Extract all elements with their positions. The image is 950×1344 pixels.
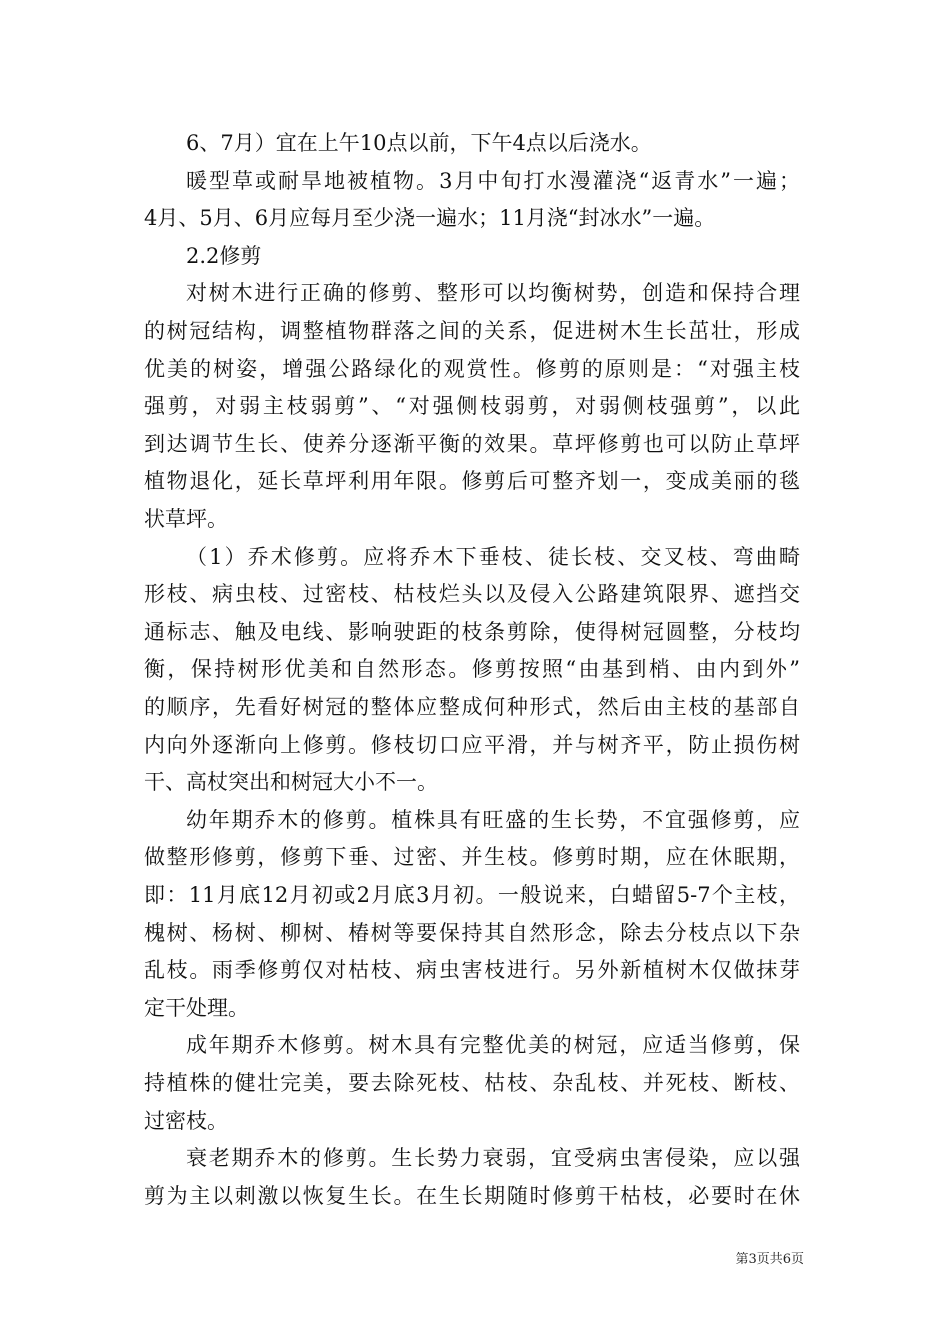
text-line: 乱枝。雨季修剪仅对枯枝、病虫害枝进行。另外新植树木仅做抹芽	[144, 958, 800, 983]
text-line: 到达调节生长、使养分逐渐平衡的效果。草坪修剪也可以防止草坪	[144, 431, 800, 456]
text-line: 通标志、触及电线、影响驶距的枝条剪除，使得树冠圆整，分枝均	[144, 619, 800, 644]
text-line: 过密枝。	[144, 1108, 228, 1133]
text-line: 定干处理。	[144, 995, 249, 1020]
text-line: 剪为主以刺激以恢复生长。在生长期随时修剪干枯枝，必要时在休	[144, 1183, 800, 1208]
text-line: 形枝、病虫枝、过密枝、枯枝烂头以及侵入公路建筑限界、遮挡交	[144, 582, 800, 607]
text-line: 做整形修剪，修剪下垂、过密、并生枝。修剪时期，应在休眠期，	[144, 845, 800, 870]
text-line: 持植株的健壮完美，要去除死枝、枯枝、杂乱枝、并死枝、断枝、	[144, 1071, 800, 1095]
text-line: 2.2修剪	[186, 243, 262, 268]
text-line: 成年期乔木修剪。树木具有完整优美的树冠，应适当修剪，保	[186, 1033, 800, 1058]
text-line: 对树木进行正确的修剪、整形可以均衡树势，创造和保持合理	[186, 281, 800, 306]
text-line: 内向外逐渐向上修剪。修枝切口应平滑，并与树齐平，防止损伤树	[144, 732, 800, 757]
text-line: 强剪，对弱主枝弱剪”、“对强侧枝弱剪，对弱侧枝强剪”，以此	[144, 394, 800, 419]
text-line: 幼年期乔木的修剪。植株具有旺盛的生长势，不宜强修剪，应	[186, 807, 800, 832]
text-line: 即：11月底12月初或2月底3月初。一般说来，白蜡留5-7个主枝，	[144, 883, 800, 907]
text-line: 植物退化，延长草坪利用年限。修剪后可整齐划一，变成美丽的毯	[144, 469, 800, 494]
text-line: 槐树、杨树、柳树、椿树等要保持其自然形念，除去分枝点以下杂	[144, 920, 800, 945]
text-line: 暖型草或耐旱地被植物。3月中旬打水漫灌浇“返青水”一遍；	[186, 168, 800, 193]
text-line: 干、高杖突出和树冠大小不一。	[144, 770, 438, 795]
page-number: 第3页共6页	[735, 1252, 804, 1267]
text-line: 4月、5月、6月应每月至少浇一遍水；11月浇“封冰水”一遍。	[144, 206, 716, 231]
text-line: 的树冠结构，调整植物群落之间的关系，促进树木生长茁壮，形成	[144, 319, 800, 343]
text-line: 状草坪。	[144, 507, 228, 531]
text-line: 6、7月）宜在上午10点以前，下午4点以后浇水。	[186, 131, 652, 155]
text-line: 衡，保持树形优美和自然形态。修剪按照“由基到梢、由内到外”	[144, 657, 800, 682]
text-line: 优美的树姿，增强公路绿化的观赏性。修剪的原则是：“对强主枝	[144, 356, 800, 381]
text-line: （1）乔术修剪。应将乔木下垂枝、徒长枝、交叉枝、弯曲畸	[186, 544, 800, 569]
text-line: 衰老期乔木的修剪。生长势力衰弱，宜受病虫害侵染，应以强	[186, 1146, 800, 1171]
text-line: 的顺序，先看好树冠的整体应整成何种形式，然后由主枝的基部自	[144, 695, 800, 719]
